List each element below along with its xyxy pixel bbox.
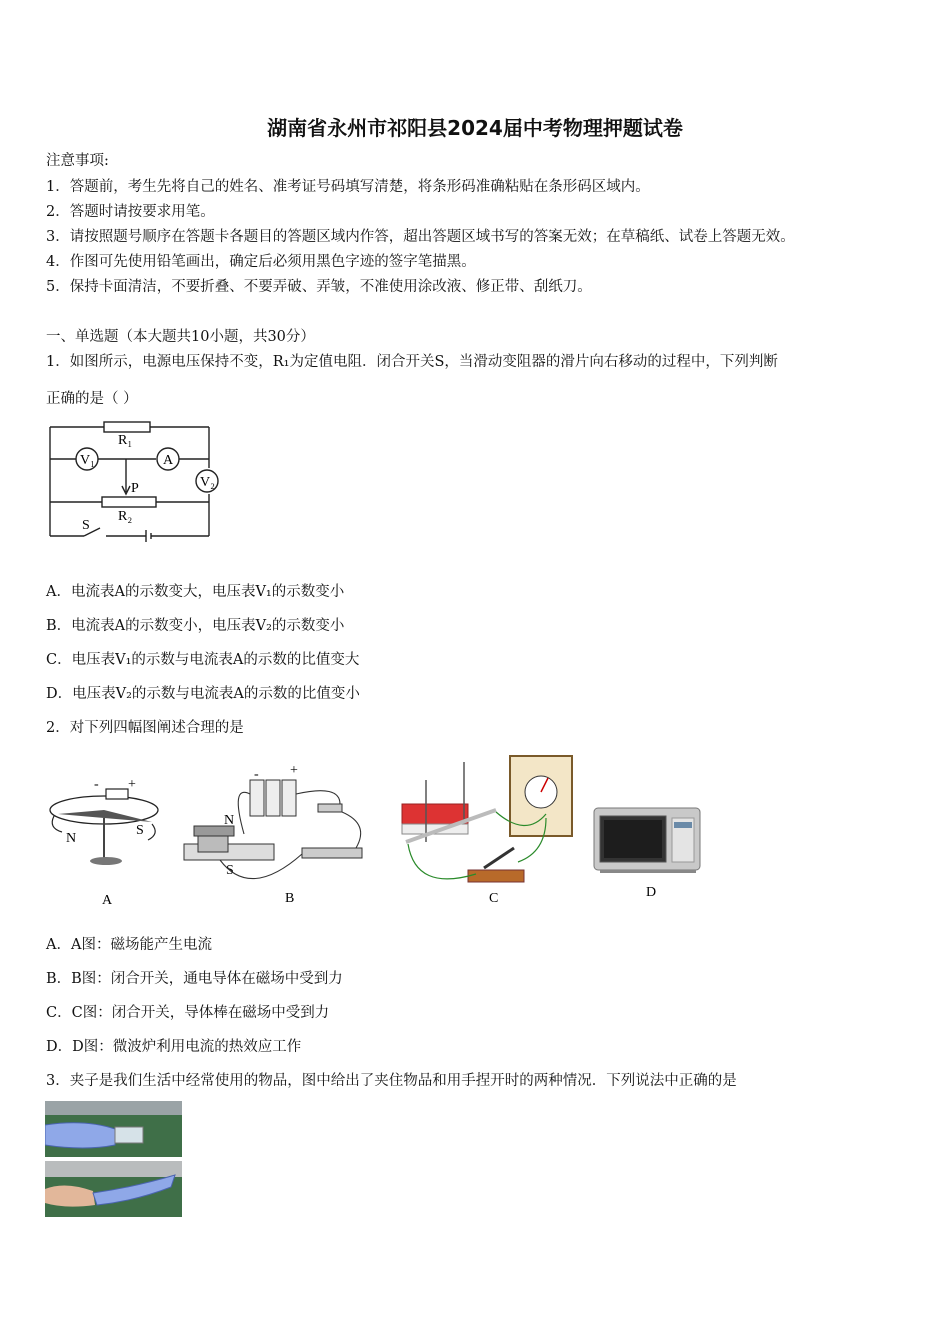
circuit-label-a: A <box>163 453 174 468</box>
q1-option-d: D．电压表V₂的示数与电流表A的示数的比值变小 <box>46 686 360 702</box>
q1-option-a: A．电流表A的示数变大，电压表V₁的示数变小 <box>46 584 345 600</box>
figure-label-a: A <box>102 893 113 908</box>
clip-photos <box>45 1101 182 1217</box>
figure-a-oersted <box>44 772 164 912</box>
fig-b-plus: + <box>290 764 298 778</box>
circuit-label-p: P <box>131 481 139 496</box>
notice-item: 1．答题前，考生先将自己的姓名、准考证号码填写清楚，将条形码准确粘贴在条形码区域内。 <box>46 179 650 195</box>
question-2-stem: 2．对下列四幅图阐述合理的是 <box>46 720 244 736</box>
page-title: 湖南省永州市祁阳县2024届中考物理押题试卷 <box>267 116 683 140</box>
q2-option-b: B．B图：闭合开关，通电导体在磁场中受到力 <box>46 971 343 987</box>
notice-item: 3．请按照题号顺序在答题卡各题目的答题区域内作答，超出答题区域书写的答案无效；在草稿纸、试卷上答题无效。 <box>46 229 795 245</box>
fig-b-s: S <box>226 863 234 878</box>
circuit-label-r1: R₁ <box>118 433 133 448</box>
q2-option-a: A．A图：磁场能产生电流 <box>46 937 212 953</box>
fig-a-n: N <box>66 831 77 846</box>
notice-item: 4．作图可先使用铅笔画出，确定后必须用黑色字迹的签字笔描黑。 <box>46 254 476 270</box>
figure-label-d: D <box>646 885 657 900</box>
circuit-label-v2: V₂ <box>200 475 215 490</box>
q2-option-d: D．D图：微波炉利用电流的热效应工作 <box>46 1039 302 1055</box>
figure-label-c: C <box>489 891 499 906</box>
question-3-stem: 3．夹子是我们生活中经常使用的物品，图中给出了夹住物品和用手捏开时的两种情况．下列说法中正确的是 <box>46 1073 737 1089</box>
fig-a-minus: - <box>94 777 99 792</box>
circuit-label-s: S <box>82 518 90 533</box>
q1-option-c: C．电压表V₁的示数与电流表A的示数的比值变大 <box>46 652 360 668</box>
section-heading: 一、单选题（本大题共10小题，共30分） <box>46 329 315 345</box>
notice-item: 5．保持卡面清洁，不要折叠、不要弄破、弄皱，不准使用涂改液、修正带、刮纸刀。 <box>46 279 592 295</box>
figure-label-b: B <box>285 891 295 906</box>
q1-option-b: B．电流表A的示数变小，电压表V₂的示数变小 <box>46 618 345 634</box>
notice-heading: 注意事项: <box>46 153 109 169</box>
fig-b-n: N <box>224 813 235 828</box>
figure-b-motor <box>180 764 370 912</box>
figure-d-microwave <box>590 804 706 904</box>
q2-option-c: C．C图：闭合开关，导体棒在磁场中受到力 <box>46 1005 330 1021</box>
figure-c-induction <box>396 752 582 912</box>
circuit-label-v1: V₁ <box>80 453 95 468</box>
fig-b-minus: - <box>254 767 259 782</box>
circuit-label-r2: R₂ <box>118 509 133 524</box>
fig-a-plus: + <box>128 777 136 792</box>
fig-a-s: S <box>136 823 144 838</box>
notice-item: 2．答题时请按要求用笔。 <box>46 204 215 220</box>
question-1-stem: 1．如图所示，电源电压保持不变，R₁为定值电阻．闭合开关S，当滑动变阻器的滑片向右移动的过程中，下列判断 <box>46 354 778 370</box>
circuit-diagram <box>44 420 224 550</box>
question-1-stem-cont: 正确的是（ ） <box>46 391 138 407</box>
